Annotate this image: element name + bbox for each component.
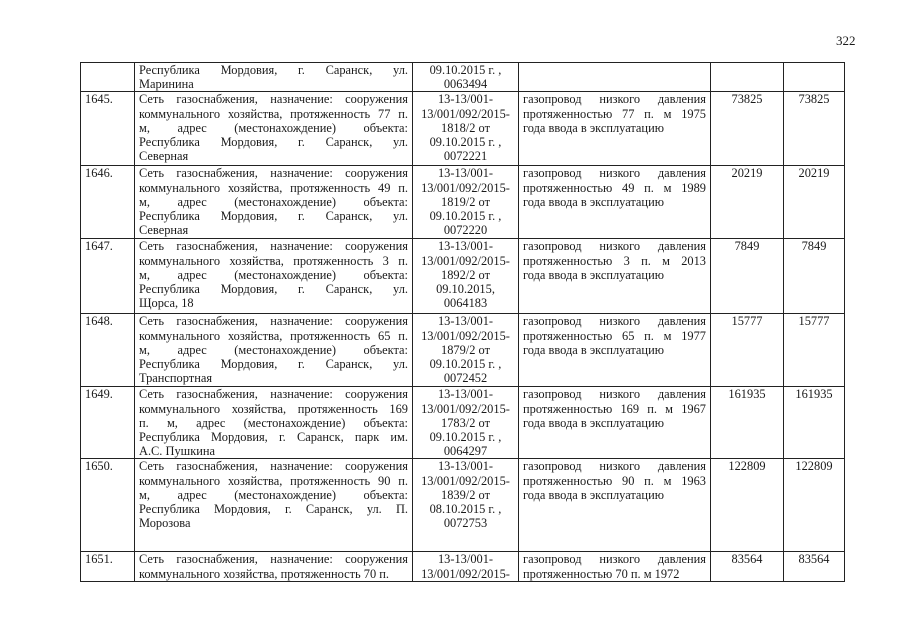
- row-number-cell: 1650.: [81, 459, 135, 552]
- value-cell: 20219: [711, 166, 784, 239]
- table-row: [81, 314, 845, 387]
- row-number-cell: [81, 63, 135, 92]
- row-number-cell: 1646.: [81, 166, 135, 239]
- cell-line: Республика Мордовия, г. Саранск, ул.: [139, 357, 408, 372]
- cell-line: п. м, адрес (местонахождение) объекта:: [139, 415, 408, 430]
- description-cell: [519, 166, 711, 239]
- table-row: [81, 166, 845, 239]
- cell-line: коммунального хозяйства, протяженность 70 п.: [139, 566, 389, 581]
- registration-cell: [413, 314, 519, 387]
- description-cell: [519, 314, 711, 387]
- cell-line: 13-13/001-: [437, 166, 494, 181]
- cell-line: 1839/2 от: [441, 487, 490, 502]
- value-cell: 7849: [711, 239, 784, 314]
- registration-cell: [413, 239, 519, 314]
- cell-line: протяженностью 65 п. м 1977: [523, 328, 706, 343]
- cell-line: 0064183: [443, 296, 488, 311]
- cell-line: года ввода в эксплуатацию: [523, 120, 664, 135]
- description-cell: [519, 92, 711, 166]
- registration-cell: [413, 166, 519, 239]
- cell-line: Сеть газоснабжения, назначение: сооружения: [139, 459, 408, 474]
- cell-line: 09.10.2015 г. ,: [429, 209, 502, 224]
- property-registry-table: [80, 62, 845, 582]
- object-name-cell: [135, 459, 413, 552]
- row-number-cell: 1648.: [81, 314, 135, 387]
- object-name-cell: [135, 387, 413, 459]
- cell-line: года ввода в эксплуатацию: [523, 267, 664, 282]
- cell-line: газопровод низкого давления: [523, 166, 706, 181]
- cell-line: газопровод низкого давления: [523, 387, 706, 402]
- cell-line: Сеть газоснабжения, назначение: сооружения: [139, 92, 408, 107]
- cell-line: Северная: [139, 149, 189, 164]
- cell-line: 13/001/092/2015-: [421, 473, 510, 488]
- value-cell: 122809: [711, 459, 784, 552]
- cell-line: 13/001/092/2015-: [421, 253, 510, 268]
- cell-line: м, адрес (местонахождение) объекта:: [139, 267, 408, 282]
- cell-line: Северная: [139, 223, 189, 238]
- description-cell: [519, 552, 711, 582]
- cell-line: м, адрес (местонахождение) объекта:: [139, 342, 408, 357]
- cell-line: протяженностью 3 п. м 2013: [523, 253, 706, 268]
- object-name-cell: [135, 63, 413, 92]
- cell-line: газопровод низкого давления: [523, 459, 706, 474]
- cell-line: Республика Мордовия, г. Саранск, парк им.: [139, 430, 408, 445]
- cell-line: Щорса, 18: [139, 296, 194, 311]
- cell-line: коммунального хозяйства, протяженность 49 п.: [139, 180, 408, 195]
- cell-line: А.С. Пушкина: [139, 444, 215, 459]
- cell-line: 13-13/001-: [437, 239, 494, 254]
- value-cell: 161935: [711, 387, 784, 459]
- object-name-cell: [135, 92, 413, 166]
- cell-line: 09.10.2015 г. ,: [429, 63, 502, 77]
- object-name-cell: [135, 552, 413, 582]
- cell-line: газопровод низкого давления: [523, 92, 706, 107]
- cell-line: Республика Мордовия, г. Саранск, ул.: [139, 209, 408, 224]
- table-row: [81, 387, 845, 459]
- cell-line: года ввода в эксплуатацию: [523, 487, 664, 502]
- cell-line: 13-13/001-: [437, 314, 494, 329]
- value-cell: 83564: [784, 552, 845, 582]
- cell-line: Сеть газоснабжения, назначение: сооружения: [139, 552, 408, 567]
- cell-line: Республика Мордовия, г. Саранск, ул.: [139, 282, 408, 297]
- cell-line: 1879/2 от: [441, 342, 490, 357]
- description-cell: [519, 459, 711, 552]
- table-row: [81, 459, 845, 552]
- value-cell: 73825: [784, 92, 845, 166]
- cell-line: 0064297: [443, 444, 488, 459]
- cell-line: 08.10.2015 г. ,: [429, 502, 502, 517]
- cell-line: Сеть газоснабжения, назначение: сооружения: [139, 239, 408, 254]
- row-number-cell: 1651.: [81, 552, 135, 582]
- cell-line: м, адрес (местонахождение) объекта:: [139, 487, 408, 502]
- value-cell: 20219: [784, 166, 845, 239]
- cell-line: года ввода в эксплуатацию: [523, 342, 664, 357]
- cell-line: Транспортная: [139, 371, 213, 386]
- cell-line: 09.10.2015 г. ,: [429, 135, 502, 150]
- cell-line: коммунального хозяйства, протяженность 90 п.: [139, 473, 408, 488]
- value-cell: [784, 63, 845, 92]
- object-name-cell: [135, 314, 413, 387]
- cell-line: Республика Мордовия, г. Саранск, ул. П.: [139, 502, 408, 517]
- cell-line: протяженностью 49 п. м 1989: [523, 180, 706, 195]
- registration-cell: [413, 459, 519, 552]
- cell-line: 13-13/001-: [437, 92, 494, 107]
- cell-line: года ввода в эксплуатацию: [523, 415, 664, 430]
- cell-line: 13-13/001-: [437, 552, 494, 567]
- cell-line: м, адрес (местонахождение) объекта:: [139, 120, 408, 135]
- object-name-cell: [135, 166, 413, 239]
- cell-line: газопровод низкого давления: [523, 552, 706, 567]
- row-number-cell: 1647.: [81, 239, 135, 314]
- cell-line: 09.10.2015,: [436, 282, 495, 297]
- cell-line: Морозова: [139, 516, 191, 531]
- cell-line: 13/001/092/2015-: [421, 401, 510, 416]
- cell-line: коммунального хозяйства, протяженность 169: [139, 401, 408, 416]
- cell-line: 13/001/092/2015-: [421, 180, 510, 195]
- cell-line: Республика Мордовия, г. Саранск, ул.: [139, 135, 408, 150]
- cell-line: Сеть газоснабжения, назначение: сооружения: [139, 314, 408, 329]
- cell-line: 0063494: [443, 77, 488, 92]
- value-cell: 7849: [784, 239, 845, 314]
- cell-line: коммунального хозяйства, протяженность 65 п.: [139, 328, 408, 343]
- cell-line: протяженностью 70 п. м 1972: [523, 566, 680, 581]
- cell-line: Сеть газоснабжения, назначение: сооружения: [139, 387, 408, 402]
- row-number-cell: 1645.: [81, 92, 135, 166]
- cell-line: протяженностью 90 п. м 1963: [523, 473, 706, 488]
- description-cell: [519, 239, 711, 314]
- row-number-cell: 1649.: [81, 387, 135, 459]
- cell-line: Маринина: [139, 77, 194, 92]
- value-cell: 122809: [784, 459, 845, 552]
- registration-cell: [413, 63, 519, 92]
- table-row: [81, 63, 845, 92]
- cell-line: 13/001/092/2015-: [421, 328, 510, 343]
- object-name-cell: [135, 239, 413, 314]
- registration-cell: [413, 552, 519, 582]
- page-number: 322: [836, 33, 856, 48]
- cell-line: Сеть газоснабжения, назначение: сооружения: [139, 166, 408, 181]
- description-cell: [519, 387, 711, 459]
- cell-line: 0072220: [443, 223, 488, 238]
- cell-line: 1819/2 от: [441, 194, 490, 209]
- cell-line: 0072452: [443, 371, 488, 386]
- cell-line: 09.10.2015 г. ,: [429, 430, 502, 445]
- cell-line: коммунального хозяйства, протяженность 77 п.: [139, 106, 408, 121]
- cell-line: Республика Мордовия, г. Саранск, ул.: [139, 63, 408, 77]
- table-row: [81, 239, 845, 314]
- table-row: [81, 552, 845, 582]
- cell-line: 09.10.2015 г. ,: [429, 357, 502, 372]
- cell-line: 1818/2 от: [441, 120, 490, 135]
- cell-line: 13-13/001-: [437, 459, 494, 474]
- cell-line: 13/001/092/2015-: [421, 566, 510, 581]
- registration-cell: [413, 92, 519, 166]
- cell-line: протяженностью 169 п. м 1967: [523, 401, 706, 416]
- cell-line: 13/001/092/2015-: [421, 106, 510, 121]
- cell-line: газопровод низкого давления: [523, 239, 706, 254]
- cell-line: 13-13/001-: [437, 387, 494, 402]
- value-cell: 83564: [711, 552, 784, 582]
- cell-line: протяженностью 77 п. м 1975: [523, 106, 706, 121]
- cell-line: года ввода в эксплуатацию: [523, 194, 664, 209]
- cell-line: 1783/2 от: [441, 415, 490, 430]
- cell-line: 0072221: [443, 149, 488, 164]
- cell-line: м, адрес (местонахождение) объекта:: [139, 194, 408, 209]
- value-cell: 15777: [711, 314, 784, 387]
- description-cell: [519, 63, 711, 92]
- cell-line: коммунального хозяйства, протяженность 3 п.: [139, 253, 408, 268]
- value-cell: [711, 63, 784, 92]
- cell-line: газопровод низкого давления: [523, 314, 706, 329]
- cell-line: 0072753: [443, 516, 488, 531]
- value-cell: 161935: [784, 387, 845, 459]
- cell-line: 1892/2 от: [441, 267, 490, 282]
- value-cell: 73825: [711, 92, 784, 166]
- value-cell: 15777: [784, 314, 845, 387]
- table-row: [81, 92, 845, 166]
- registration-cell: [413, 387, 519, 459]
